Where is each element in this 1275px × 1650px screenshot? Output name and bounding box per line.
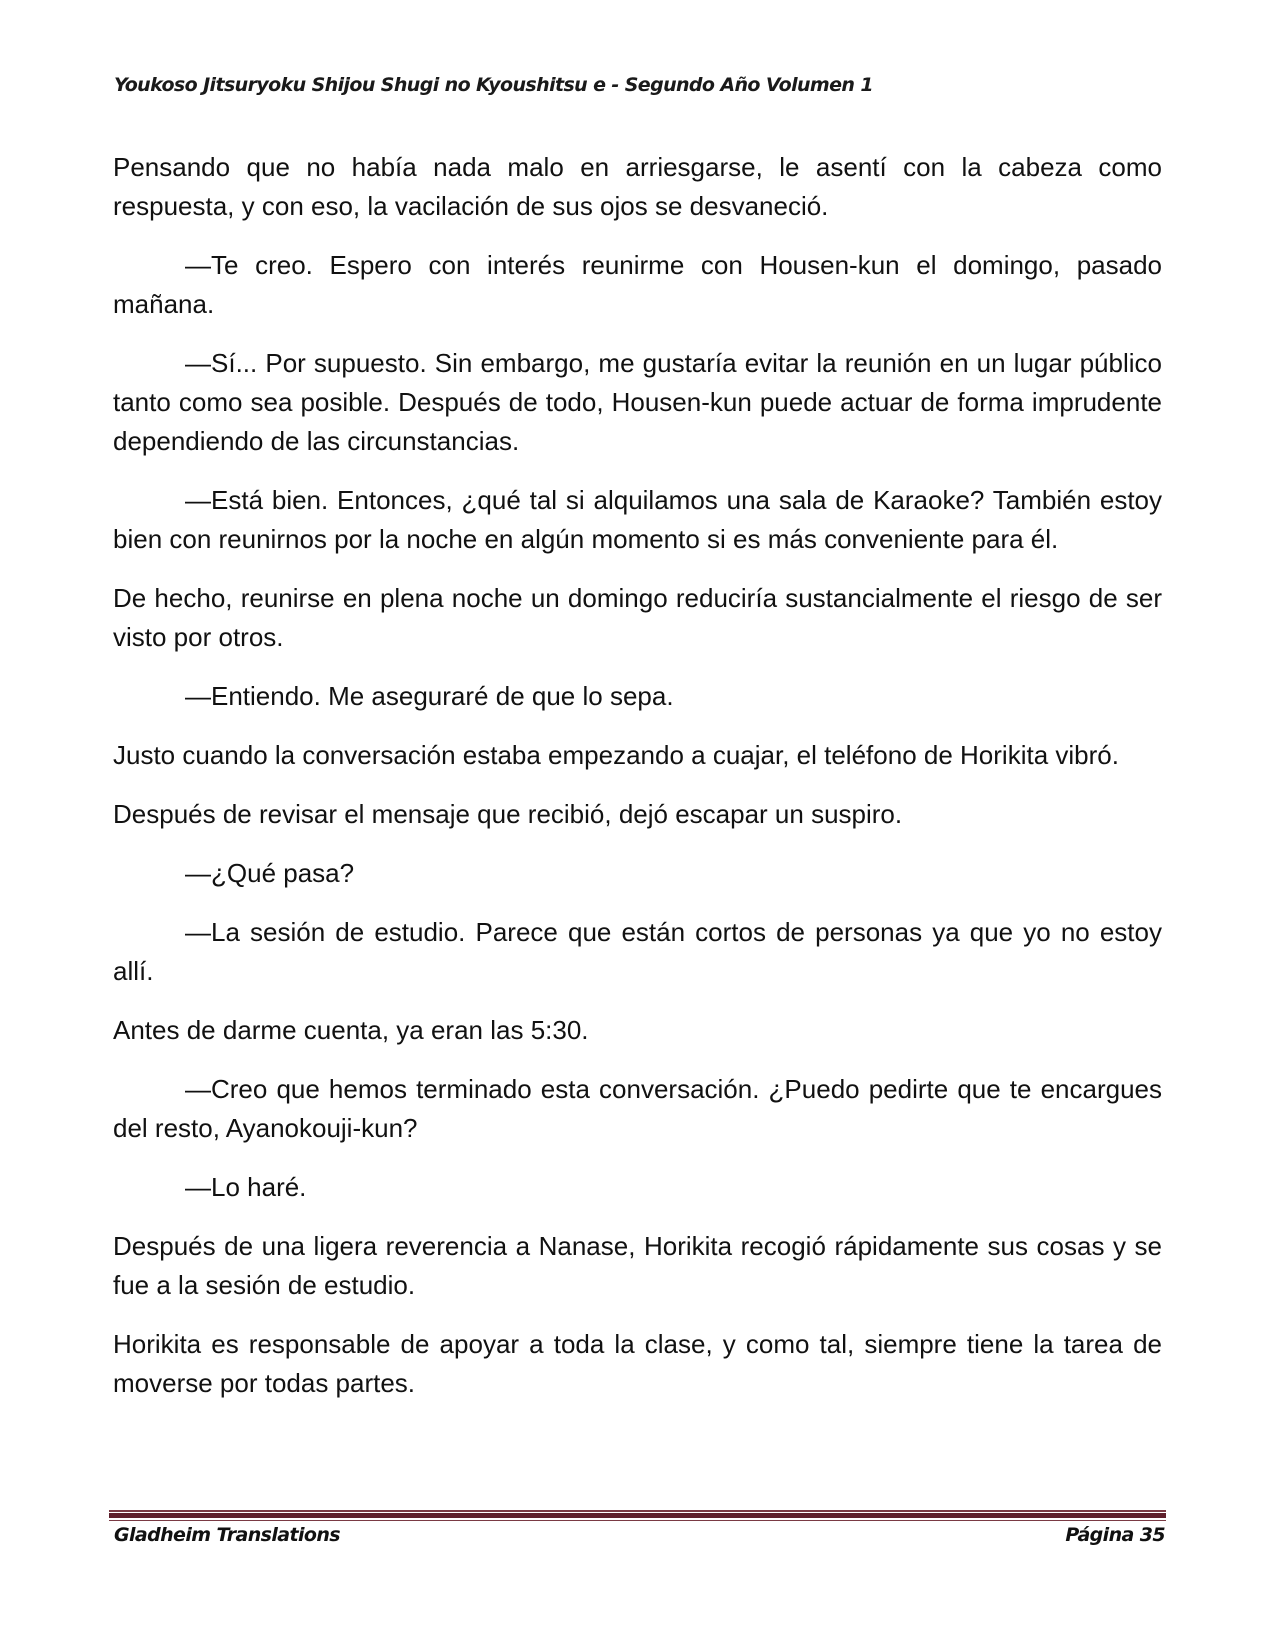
paragraph: —Te creo. Espero con interés reunirme con Housen-kun el domingo, pasado mañana.: [113, 250, 1162, 319]
footer-divider: [109, 1510, 1166, 1521]
paragraph: —Lo haré.: [185, 1172, 307, 1202]
paragraph: De hecho, reunirse en plena noche un domingo reduciría sustancialmente el riesgo de ser visto por otros.: [113, 583, 1162, 652]
page-body: [113, 148, 1162, 1423]
paragraph: Pensando que no había nada malo en arriesgarse, le asentí con la cabeza como respuesta, y con eso, la vacilación de sus ojos se desvaneció.: [113, 152, 1162, 221]
paragraph: —Está bien. Entonces, ¿qué tal si alquilamos una sala de Karaoke? También estoy bien con reunirnos por la noche en algún momento si es más conveniente para él.: [113, 485, 1162, 554]
page-number: Página 35: [1065, 1524, 1165, 1546]
paragraph: —¿Qué pasa?: [185, 858, 355, 888]
paragraph: —Sí... Por supuesto. Sin embargo, me gustaría evitar la reunión en un lugar público tanto como sea posible. Después de todo, Housen-kun puede actuar de forma imprudente dependiendo de las circunstancias.: [113, 348, 1162, 456]
paragraph: Antes de darme cuenta, ya eran las 5:30.: [113, 1015, 589, 1045]
paragraph: —Entiendo. Me aseguraré de que lo sepa.: [185, 681, 674, 711]
paragraph: —Creo que hemos terminado esta conversación. ¿Puedo pedirte que te encargues del resto, Ayanokouji-kun?: [113, 1074, 1162, 1143]
paragraph: Después de una ligera reverencia a Nanase, Horikita recogió rápidamente sus cosas y se fue a la sesión de estudio.: [113, 1231, 1162, 1300]
paragraph: Después de revisar el mensaje que recibió, dejó escapar un suspiro.: [113, 799, 903, 829]
paragraph: Horikita es responsable de apoyar a toda la clase, y como tal, siempre tiene la tarea de moverse por todas partes.: [113, 1329, 1162, 1398]
paragraph: Justo cuando la conversación estaba empezando a cuajar, el teléfono de Horikita vibró.: [113, 740, 1119, 770]
running-header: Youkoso Jitsuryoku Shijou Shugi no Kyoushitsu e - Segundo Año Volumen 1: [114, 74, 873, 96]
paragraph: —La sesión de estudio. Parece que están cortos de personas ya que yo no estoy allí.: [113, 917, 1162, 986]
footer-translator: Gladheim Translations: [114, 1524, 340, 1546]
